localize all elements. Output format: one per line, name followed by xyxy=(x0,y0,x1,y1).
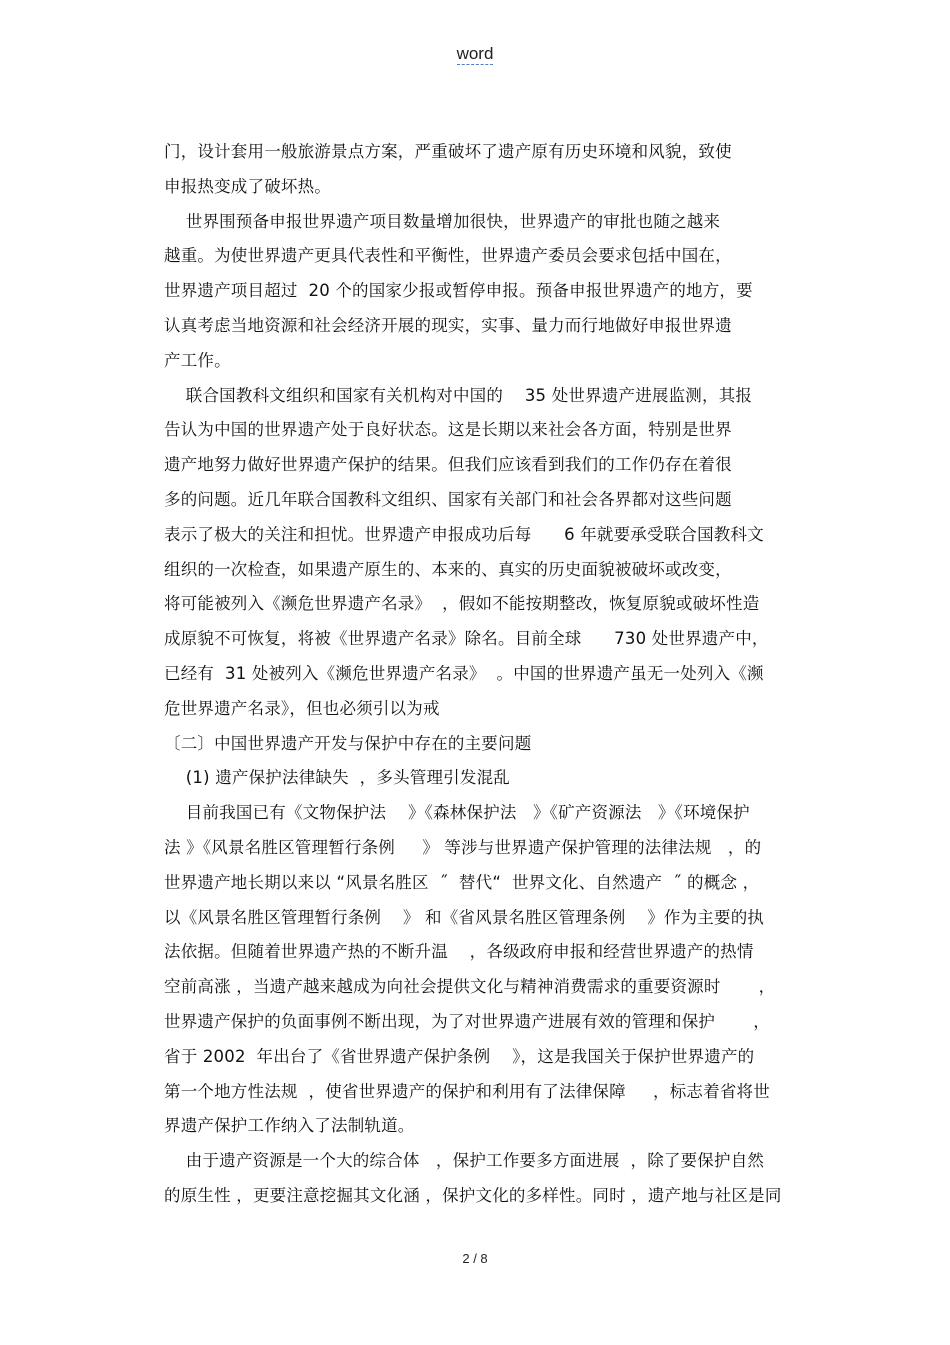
header-title: word xyxy=(456,44,494,63)
text-line: 组织的一次检查，如果遗产原生的、本来的、真实的历史面貌被破坏或改变， xyxy=(164,559,732,579)
text-line: 的原生性 ，更要注意挖掘其文化涵 ，保护文化的多样性。同时 ，遗产地与社区是同 xyxy=(164,1185,782,1205)
text-line: 将可能被列入《濒危世界遗产名录》 ，假如不能按期整改，恢复原貌或破坏性造 xyxy=(164,594,760,614)
text-line: 以《风景名胜区管理暂行条例 》 和《省风景名胜区管理条例 》作为主要的执 xyxy=(164,907,765,927)
text-line: 法依据。但随着世界遗产热的不断升温 ，各级政府申报和经营世界遗产的热情 xyxy=(164,942,754,962)
text-line: 告认为中国的世界遗产处于良好状态。这是长期以来社会各方面，特别是世界 xyxy=(164,420,732,440)
page-total: 8 xyxy=(480,1251,488,1266)
text-line: 已经有 31 处被列入《濒危世界遗产名录》 。中国的世界遗产虽无一处列入《濒 xyxy=(164,663,764,683)
text-line: 法 》《风景名胜区管理暂行条例 》 等涉与世界遗产保护管理的法律法规 ，的 xyxy=(164,837,762,857)
text-line: 世界围预备申报世界遗产项目数量增加很快，世界遗产的审批也随之越来 xyxy=(164,211,721,231)
page-separator: / xyxy=(469,1251,481,1266)
text-line: 成原貌不可恢复，将被《世界遗产名录》除名。目前全球 730 处世界遗产中， xyxy=(164,629,769,649)
text-line: 第一个地方性法规 ，使省世界遗产的保护和利用有了法律保障 ，标志着省将世 xyxy=(164,1081,770,1101)
page-number xyxy=(0,1251,950,1266)
text-line: 联合国教科文组织和国家有关机构对中国的 35 处世界遗产进展监测，其报 xyxy=(164,385,753,405)
text-line: 危世界遗产名录》，但也必须引以为戒 xyxy=(164,698,440,718)
page-current: 2 xyxy=(462,1251,470,1266)
text-line: 认真考虑当地资源和社会经济开展的现实，实事、量力而行地做好申报世界遗 xyxy=(164,315,732,335)
text-line: 产工作。 xyxy=(164,350,231,370)
text-line: 世界遗产项目超过 20 个的国家少报或暂停申报。预备申报世界遗产的地方，要 xyxy=(164,281,753,301)
text-line: 门，设计套用一般旅游景点方案，严重破坏了遗产原有历史环境和风貌，致使 xyxy=(164,142,732,161)
text-line: (1) 遗产保护法律缺失 ，多头管理引发混乱 xyxy=(164,768,510,788)
text-line: 多的问题。近几年联合国教科文组织、国家有关部门和社会各界都对这些问题 xyxy=(164,489,732,509)
text-line: 申报热变成了破坏热。 xyxy=(164,176,331,196)
page-header xyxy=(0,44,950,64)
text-line: 省于 2002 年出台了《省世界遗产保护条例 》，这是我国关于保护世界遗产的 xyxy=(164,1046,755,1066)
text-line: 目前我国已有《文物保护法 》《森林保护法 》《矿产资源法 》《环境保护 xyxy=(164,803,750,823)
text-line: 表示了极大的关注和担忧。世界遗产申报成功后每 6 年就要承受联合国教科文 xyxy=(164,524,764,544)
text-line: 遗产地努力做好世界遗产保护的结果。但我们应该看到我们的工作仍存在着很 xyxy=(164,455,732,475)
text-line: 〔二〕中国世界遗产开发与保护中存在的主要问题 xyxy=(164,733,532,753)
text-line: 越重。为使世界遗产更具代表性和平衡性，世界遗产委员会要求包括中国在， xyxy=(164,246,732,266)
text-line: 由于遗产资源是一个大的综合体 ，保护工作要多方面进展 ，除了要保护自然 xyxy=(164,1151,765,1171)
document-body xyxy=(164,138,824,1217)
text-line: 空前高涨 ，当遗产越来越成为向社会提供文化与精神消费需求的重要资源时 ， xyxy=(164,977,776,997)
text-line: 界遗产保护工作纳入了法制轨道。 xyxy=(164,1116,415,1136)
text-line: 世界遗产保护的负面事例不断出现，为了对世界遗产进展有效的管理和保护 ， xyxy=(164,1011,770,1031)
text-line: 世界遗产地长期以来以 “风景名胜区 ˝ 替代“ 世界文化、自然遗产 ˝ 的概念 ， xyxy=(164,872,760,892)
